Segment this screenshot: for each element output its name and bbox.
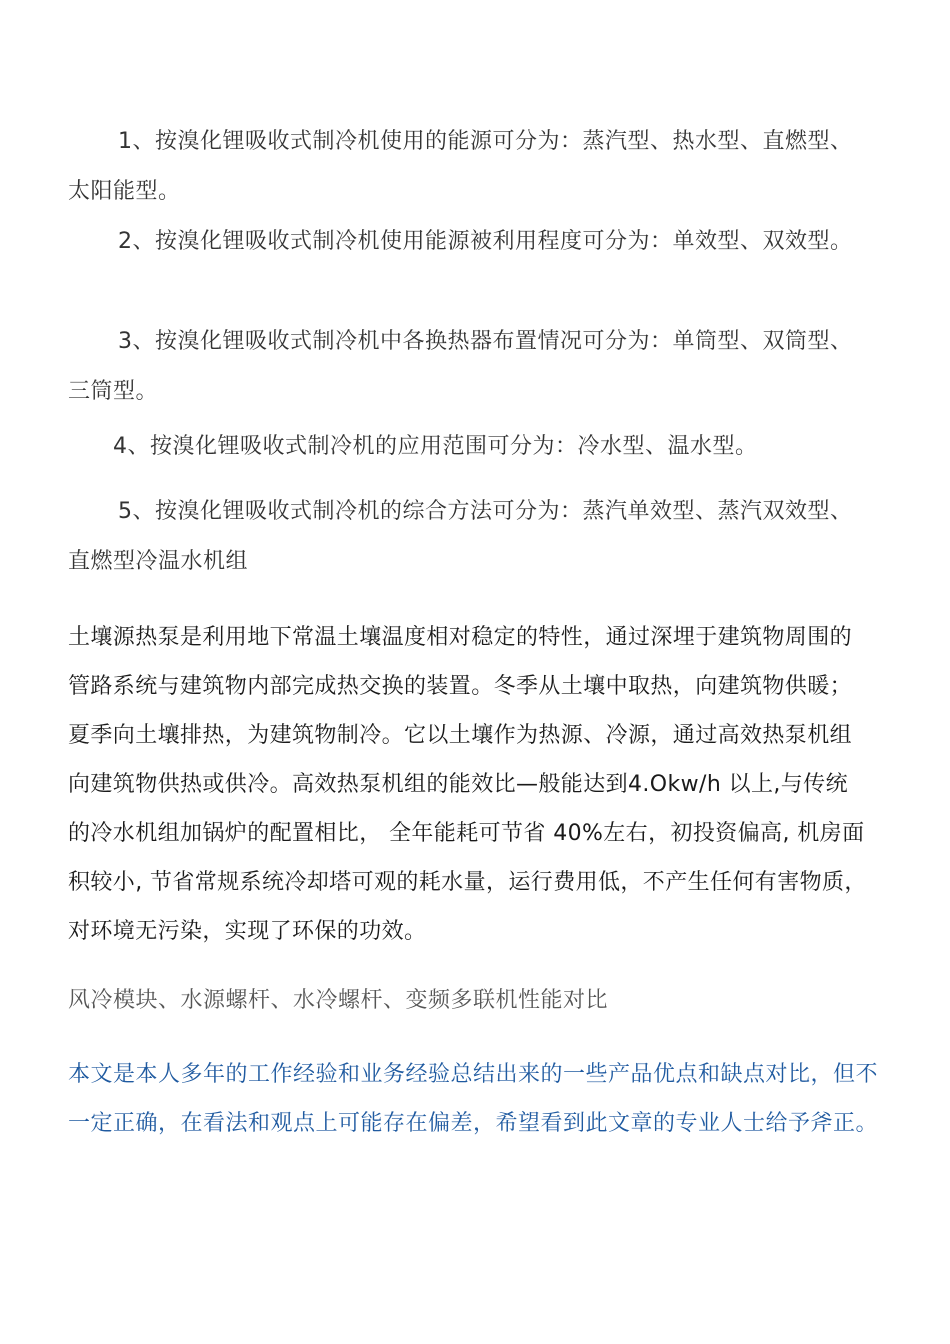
list-item-4: 4、按溴化锂吸收式制冷机的应用范围可分为：冷水型、温水型。	[113, 434, 758, 459]
list-item-2: 2、按溴化锂吸收式制冷机使用能源被利用程度可分为：单效型、双效型。	[118, 229, 853, 254]
disclaimer-paragraph: 本文是本人多年的工作经验和业务经验总结出来的一些产品优点和缺点对比，但不一定正确，在看法和观点上可能存在偏差，希望看到此文章的专业人士给予斧正。	[68, 1062, 879, 1136]
list-item-5: 5、按溴化锂吸收式制冷机的综合方法可分为：蒸汽单效型、蒸汽双效型、直燃型冷温水机组	[68, 499, 853, 574]
list-item-1: 1、按溴化锂吸收式制冷机使用的能源可分为：蒸汽型、热水型、直燃型、太阳能型。	[68, 129, 853, 204]
section-heading: 风冷模块、水源螺杆、水冷螺杆、变频多联机性能对比	[68, 988, 609, 1013]
list-item-3: 3、按溴化锂吸收式制冷机中各换热器布置情况可分为：单筒型、双筒型、三筒型。	[68, 329, 853, 404]
heat-pump-paragraph: 土壤源热泵是利用地下常温土壤温度相对稳定的特性，通过深埋于建筑物周围的管路系统与建筑物内部完成热交换的装置。冬季从土壤中取热，向建筑物供暖；夏季向土壤排热，为建筑物制冷。它以土壤作为热源、冷源，通过高效热泵机组向建筑物供热或供冷。高效热泵机组的能效比—般能达到4.Okw/h 以上,与传统的冷水机组加锅炉的配置相比， 全年能耗可节省 40%左右，初投资偏高, 机房面积较小, 节省常规系统冷却塔可观的耗水量，运行费用低，不产生任何有害物质，对环境无污染，实现了环保的功效。	[68, 625, 867, 944]
